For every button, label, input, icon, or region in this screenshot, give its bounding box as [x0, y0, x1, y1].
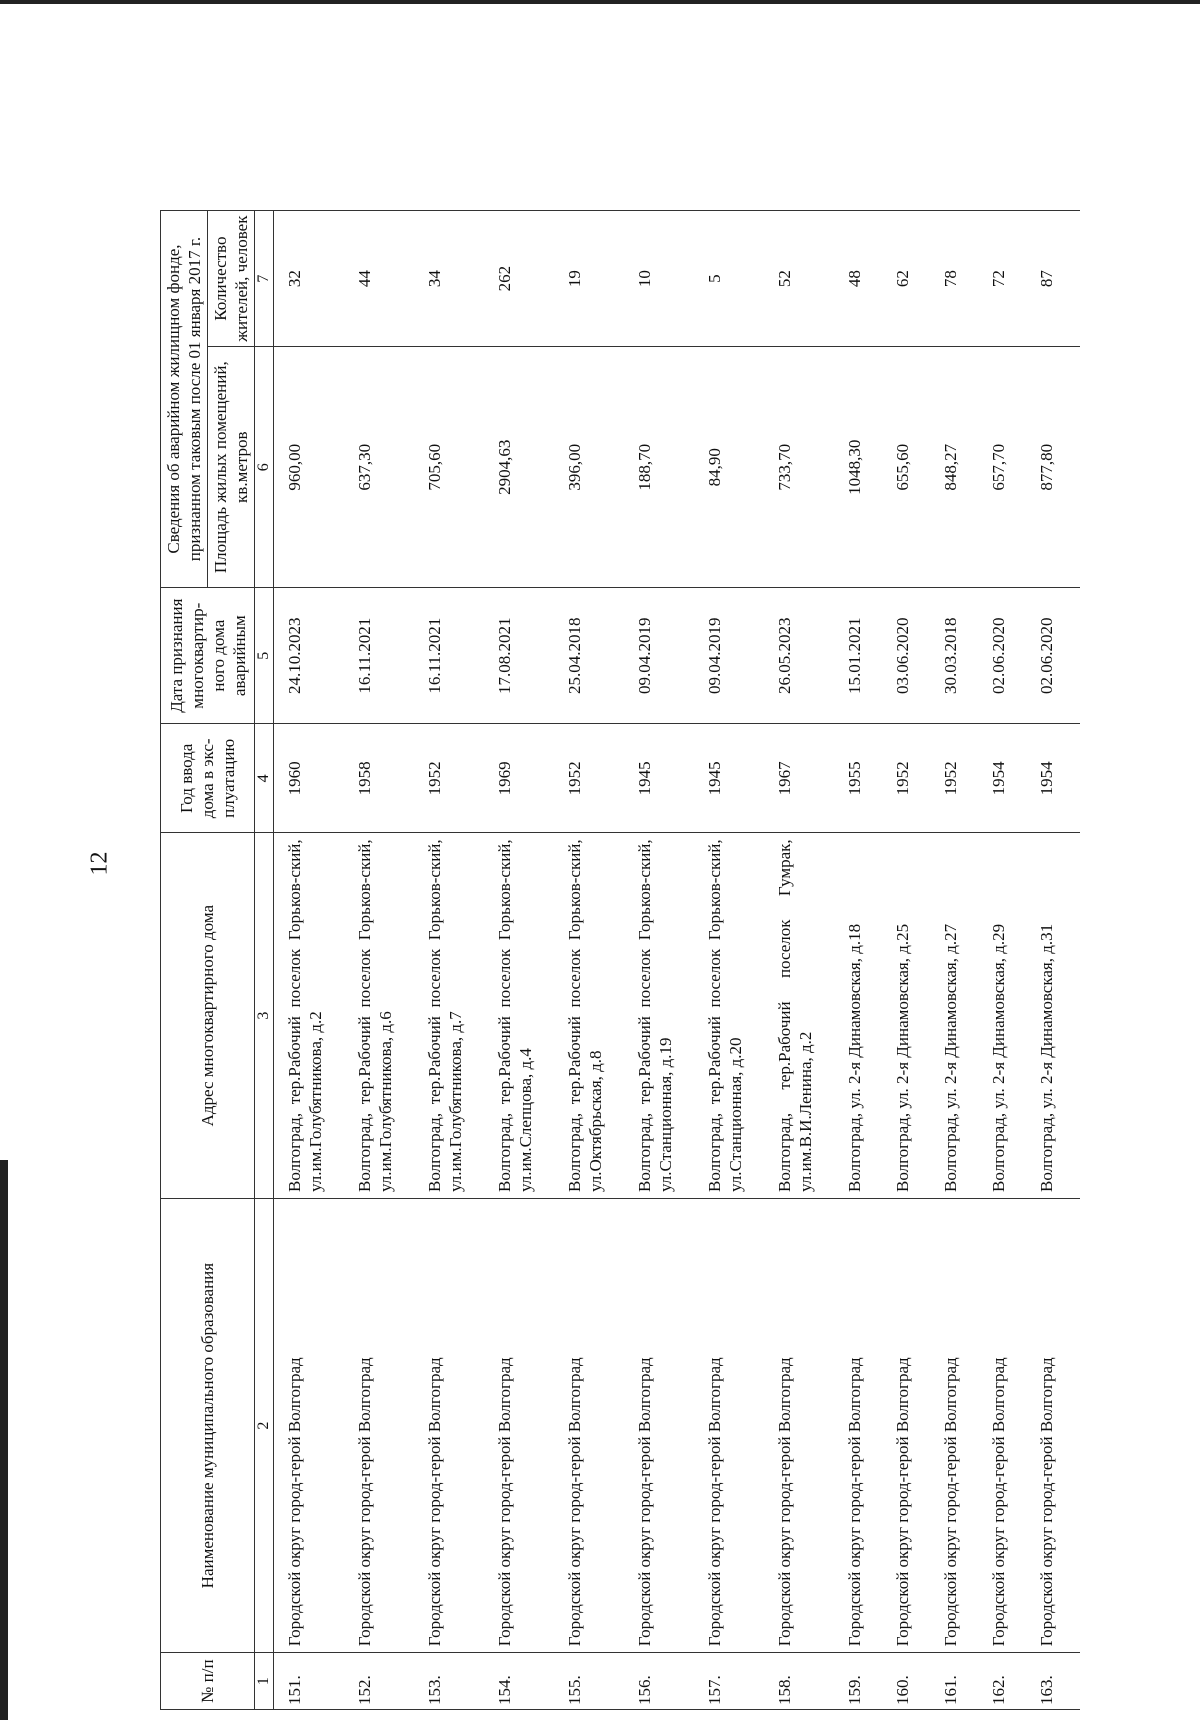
living-area-cell: 655,60 — [888, 347, 936, 588]
living-area-cell: 2904,63 — [490, 347, 560, 588]
header-num: № п/п — [161, 1653, 255, 1710]
row-number-cell: 155. — [560, 1653, 630, 1710]
municipality-cell: Городской округ город-герой Волгоград — [420, 1199, 490, 1653]
row-number-cell: 154. — [490, 1653, 560, 1710]
residents-cell: 87 — [1032, 211, 1080, 347]
year-built-cell: 1969 — [490, 724, 560, 833]
address-cell: Волгоград, тер.Рабочий поселок Горьков-ский, ул.Станционная, д.20 — [700, 833, 770, 1199]
emergency-date-cell: 03.06.2020 — [888, 588, 936, 724]
municipality-cell: Городской округ город-герой Волгоград — [274, 1199, 351, 1653]
colnum-2: 2 — [255, 1199, 274, 1653]
colnum-1: 1 — [255, 1653, 274, 1710]
row-number-cell: 160. — [888, 1653, 936, 1710]
address-cell: Волгоград, ул. 2-я Динамовская, д.25 — [888, 833, 936, 1199]
living-area-cell: 637,30 — [350, 347, 420, 588]
emergency-date-cell: 02.06.2020 — [1032, 588, 1080, 724]
header-date: Дата признания многоквартир-ного дома аварийным — [161, 588, 255, 724]
living-area-cell: 1048,30 — [840, 347, 888, 588]
residents-cell: 10 — [630, 211, 700, 347]
header-people: Количество жителей, человек — [208, 211, 255, 347]
residents-cell: 32 — [274, 211, 351, 347]
municipality-cell: Городской округ город-герой Волгоград — [840, 1199, 888, 1653]
residents-cell: 78 — [936, 211, 984, 347]
living-area-cell: 877,80 — [1032, 347, 1080, 588]
header-year: Год ввода дома в экс-плуатацию — [161, 724, 255, 833]
year-built-cell: 1952 — [888, 724, 936, 833]
page-number: 12 — [86, 851, 113, 876]
address-cell: Волгоград, ул. 2-я Динамовская, д.18 — [840, 833, 888, 1199]
colnum-4: 4 — [255, 724, 274, 833]
emergency-date-cell: 25.04.2018 — [560, 588, 630, 724]
living-area-cell: 733,70 — [770, 347, 840, 588]
living-area-cell: 848,27 — [936, 347, 984, 588]
emergency-date-cell: 09.04.2019 — [700, 588, 770, 724]
emergency-date-cell: 16.11.2021 — [420, 588, 490, 724]
year-built-cell: 1955 — [840, 724, 888, 833]
living-area-cell: 657,70 — [984, 347, 1032, 588]
colnum-3: 3 — [255, 833, 274, 1199]
residents-cell: 5 — [700, 211, 770, 347]
row-number-cell: 156. — [630, 1653, 700, 1710]
residents-cell: 62 — [888, 211, 936, 347]
table-row — [984, 211, 1032, 1710]
residents-cell: 19 — [560, 211, 630, 347]
address-cell: Волгоград, тер.Рабочий поселок Горьков-ский, ул.им.Слепцова, д.4 — [490, 833, 560, 1199]
table-row — [936, 211, 984, 1710]
row-number-cell: 153. — [420, 1653, 490, 1710]
municipality-cell: Городской округ город-герой Волгоград — [984, 1199, 1032, 1653]
table-row — [1032, 211, 1080, 1710]
emergency-date-cell: 24.10.2023 — [274, 588, 351, 724]
year-built-cell: 1954 — [984, 724, 1032, 833]
address-cell: Волгоград, тер.Рабочий поселок Гумрак, ул.им.В.И.Ленина, д.2 — [770, 833, 840, 1199]
municipality-cell: Городской округ город-герой Волгоград — [350, 1199, 420, 1653]
emergency-date-cell: 30.03.2018 — [936, 588, 984, 724]
year-built-cell: 1958 — [350, 724, 420, 833]
year-built-cell: 1954 — [1032, 724, 1080, 833]
residents-cell: 52 — [770, 211, 840, 347]
table-row — [770, 211, 840, 1710]
residents-cell: 72 — [984, 211, 1032, 347]
row-number-cell: 152. — [350, 1653, 420, 1710]
municipality-cell: Городской округ город-герой Волгоград — [490, 1199, 560, 1653]
table-row — [420, 211, 490, 1710]
address-cell: Волгоград, тер.Рабочий поселок Горьков-ский, ул.им.Голубятникова, д.2 — [274, 833, 351, 1199]
address-cell: Волгоград, ул. 2-я Динамовская, д.31 — [1032, 833, 1080, 1199]
header-address: Адрес многоквартирного дома — [161, 833, 255, 1199]
table-row — [840, 211, 888, 1710]
header-area: Площадь жилых помещений, кв.метров — [208, 347, 255, 588]
emergency-housing-table — [160, 210, 1080, 1710]
municipality-cell: Городской округ город-герой Волгоград — [770, 1199, 840, 1653]
table-row — [888, 211, 936, 1710]
year-built-cell: 1967 — [770, 724, 840, 833]
emergency-date-cell: 02.06.2020 — [984, 588, 1032, 724]
municipality-cell: Городской округ город-герой Волгоград — [560, 1199, 630, 1653]
column-number-row — [255, 211, 274, 1710]
municipality-cell: Городской округ город-герой Волгоград — [1032, 1199, 1080, 1653]
emergency-date-cell: 26.05.2023 — [770, 588, 840, 724]
residents-cell: 44 — [350, 211, 420, 347]
municipality-cell: Городской округ город-герой Волгоград — [630, 1199, 700, 1653]
living-area-cell: 705,60 — [420, 347, 490, 588]
living-area-cell: 84,90 — [700, 347, 770, 588]
emergency-date-cell: 09.04.2019 — [630, 588, 700, 724]
residents-cell: 262 — [490, 211, 560, 347]
scan-edge-left — [0, 1160, 8, 1720]
address-cell: Волгоград, тер.Рабочий поселок Горьков-ский, ул.им.Голубятникова, д.7 — [420, 833, 490, 1199]
year-built-cell: 1960 — [274, 724, 351, 833]
row-number-cell: 161. — [936, 1653, 984, 1710]
municipality-cell: Городской округ город-герой Волгоград — [936, 1199, 984, 1653]
row-number-cell: 159. — [840, 1653, 888, 1710]
header-mo: Наименование муниципального образования — [161, 1199, 255, 1653]
table-row — [630, 211, 700, 1710]
emergency-date-cell: 15.01.2021 — [840, 588, 888, 724]
year-built-cell: 1952 — [936, 724, 984, 833]
row-number-cell: 162. — [984, 1653, 1032, 1710]
row-number-cell: 151. — [274, 1653, 351, 1710]
row-number-cell: 158. — [770, 1653, 840, 1710]
table-body — [274, 211, 1081, 1710]
address-cell: Волгоград, ул. 2-я Динамовская, д.27 — [936, 833, 984, 1199]
address-cell: Волгоград, тер.Рабочий поселок Горьков-ский, ул.им.Голубятникова, д.6 — [350, 833, 420, 1199]
residents-cell: 48 — [840, 211, 888, 347]
year-built-cell: 1945 — [630, 724, 700, 833]
year-built-cell: 1952 — [560, 724, 630, 833]
municipality-cell: Городской округ город-герой Волгоград — [700, 1199, 770, 1653]
row-number-cell: 163. — [1032, 1653, 1080, 1710]
year-built-cell: 1952 — [420, 724, 490, 833]
colnum-7: 7 — [255, 211, 274, 347]
row-number-cell: 157. — [700, 1653, 770, 1710]
year-built-cell: 1945 — [700, 724, 770, 833]
table-row — [274, 211, 351, 1710]
rotated-page — [160, 210, 1056, 1710]
colnum-6: 6 — [255, 347, 274, 588]
table-row — [700, 211, 770, 1710]
living-area-cell: 188,70 — [630, 347, 700, 588]
scan-edge-top — [0, 0, 1200, 4]
address-cell: Волгоград, тер.Рабочий поселок Горьков-ский, ул.Октябрьская, д.8 — [560, 833, 630, 1199]
table-row — [350, 211, 420, 1710]
emergency-date-cell: 17.08.2021 — [490, 588, 560, 724]
address-cell: Волгоград, ул. 2-я Динамовская, д.29 — [984, 833, 1032, 1199]
header-row — [161, 211, 208, 1710]
table-row — [490, 211, 560, 1710]
address-cell: Волгоград, тер.Рабочий поселок Горьков-ский, ул.Станционная, д.19 — [630, 833, 700, 1199]
emergency-date-cell: 16.11.2021 — [350, 588, 420, 724]
residents-cell: 34 — [420, 211, 490, 347]
living-area-cell: 396,00 — [560, 347, 630, 588]
living-area-cell: 960,00 — [274, 347, 351, 588]
municipality-cell: Городской округ город-герой Волгоград — [888, 1199, 936, 1653]
header-group: Сведения об аварийном жилищном фонде, признанном таковым после 01 января 2017 г. — [161, 211, 208, 588]
table-row — [560, 211, 630, 1710]
colnum-5: 5 — [255, 588, 274, 724]
